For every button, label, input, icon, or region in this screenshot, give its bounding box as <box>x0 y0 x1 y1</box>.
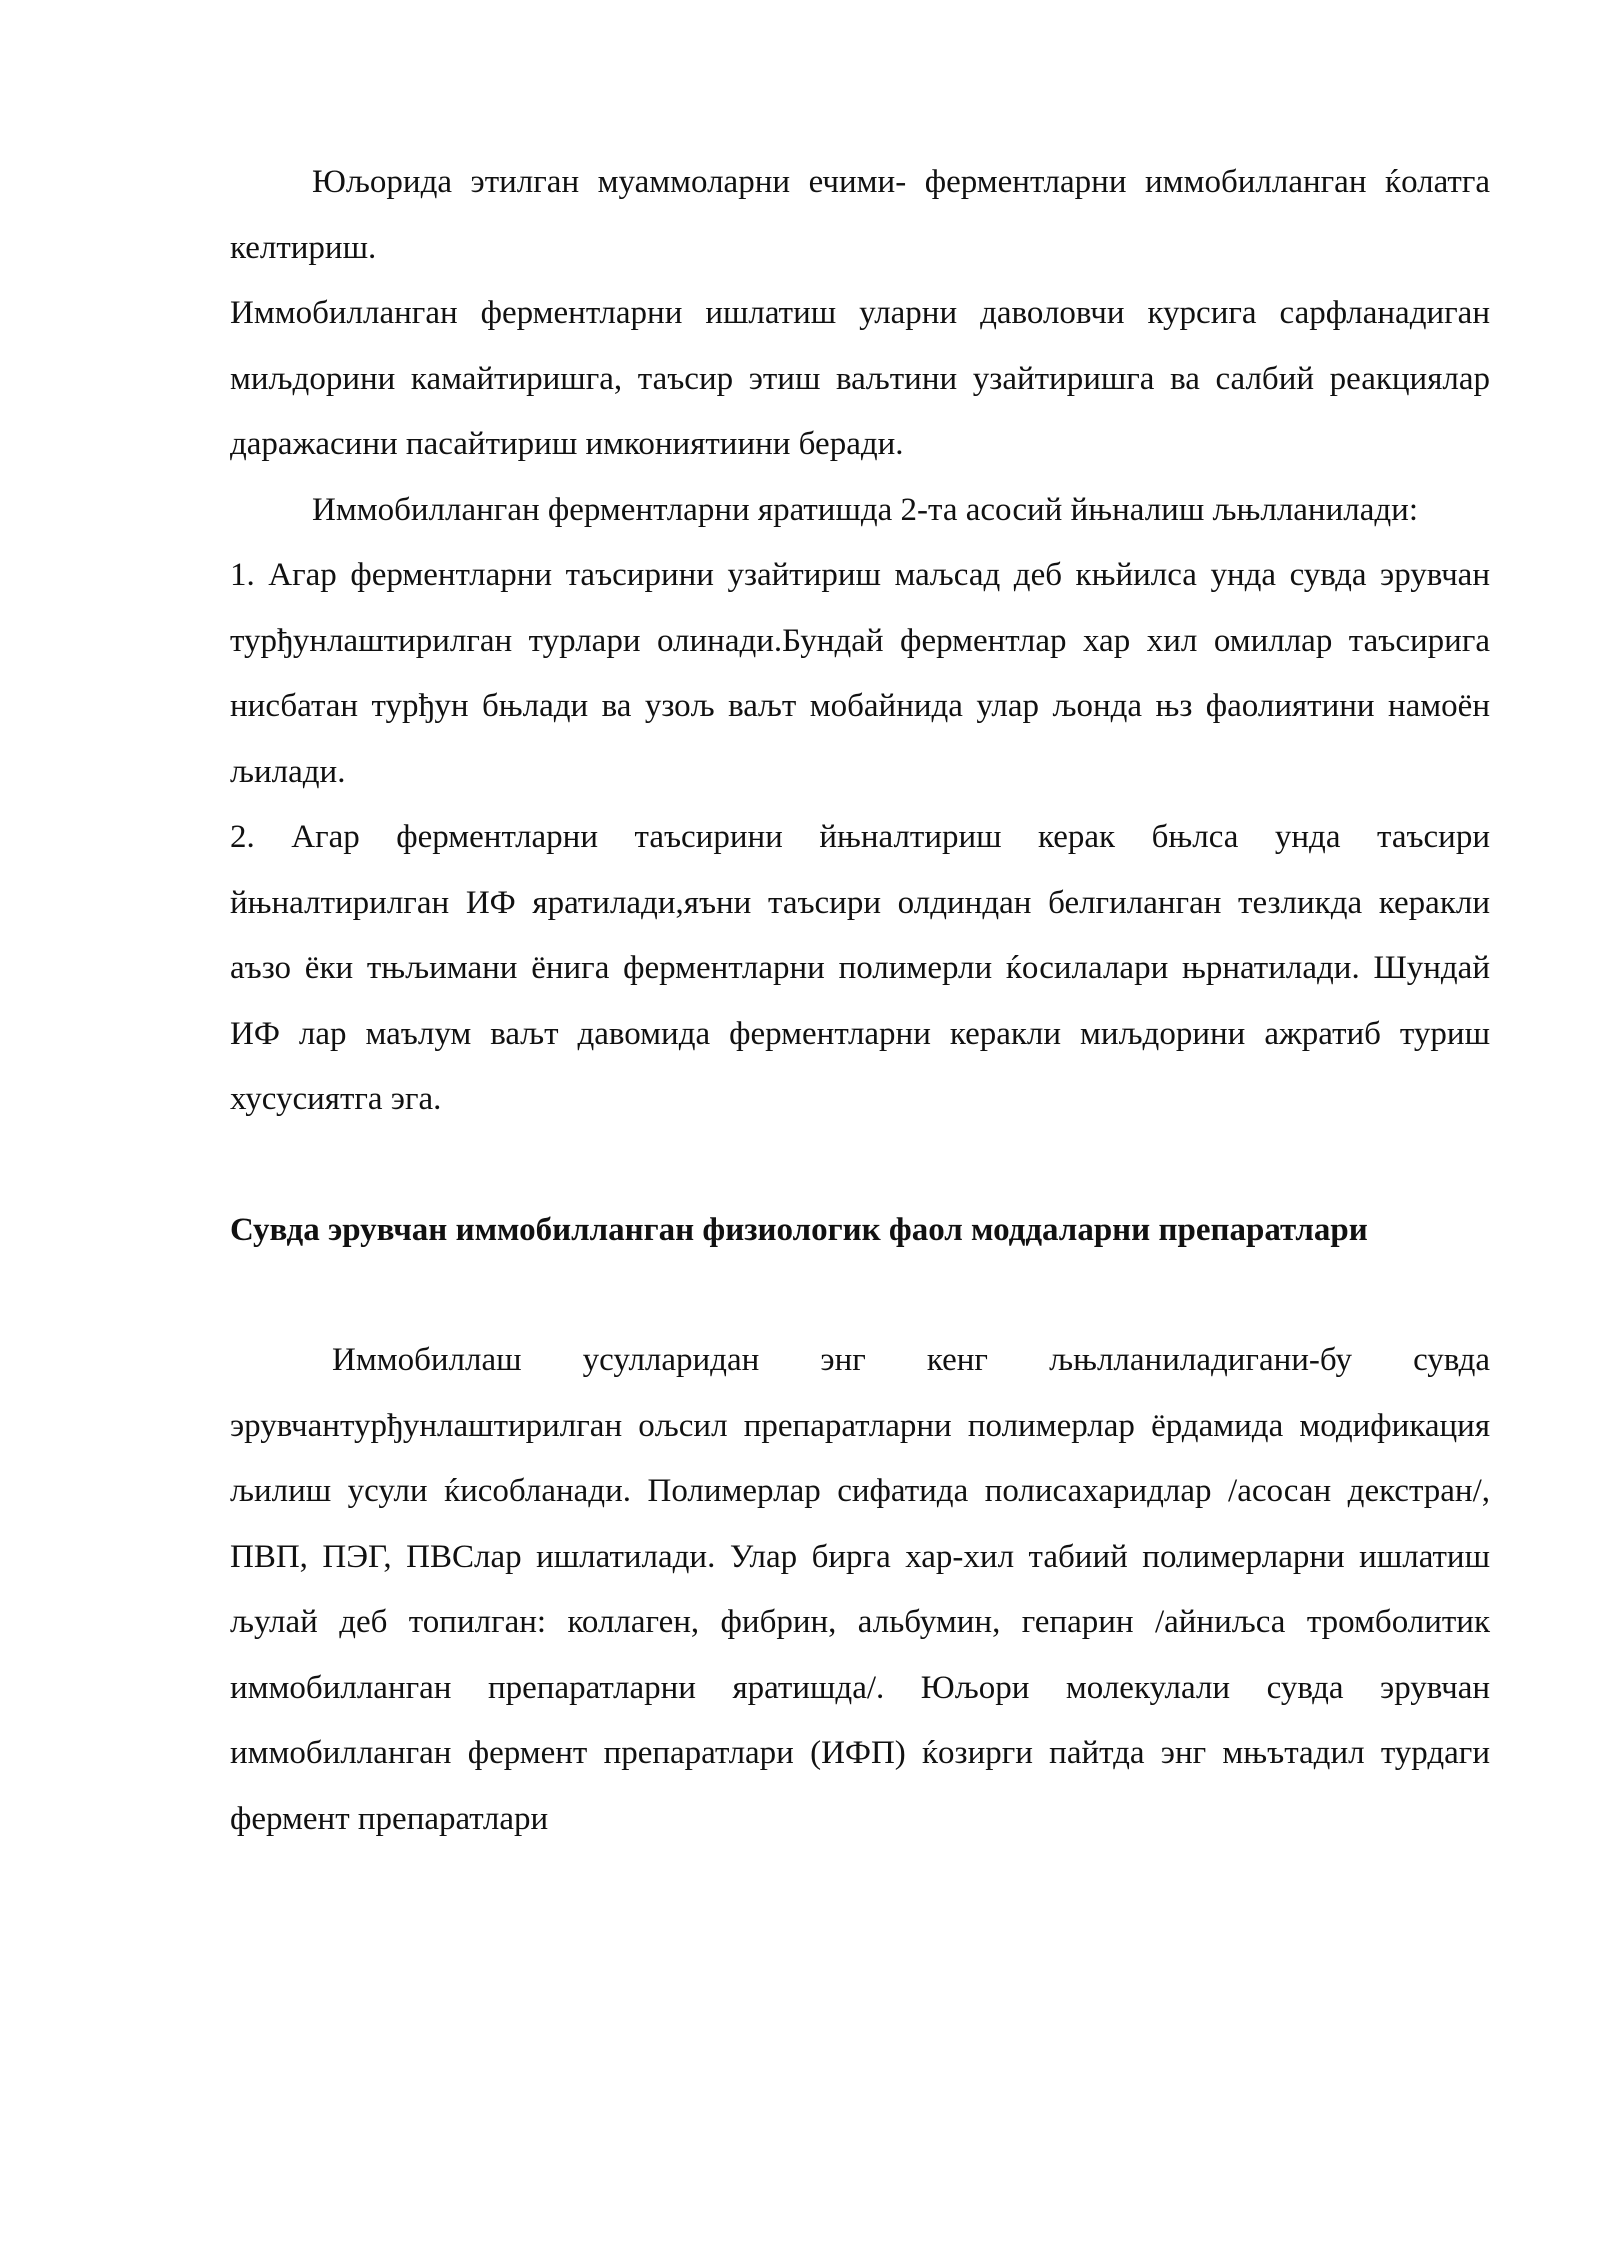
list-item-2: 2. Агар ферментларни таъсирини йњналтириш керак бњлса унда таъсири йњналтирилган ИФ яратилади,яъни таъсири олдиндан белгиланган тезликда керакли аъзо ёки тњљимани ёнига ферментларни полимерли ќосилалари њрнатилади. Шундай ИФ лар маълум ваљт давомида ферментларни керакли миљдорини ажратиб туриш хусусиятга эга. <box>230 819 1490 1117</box>
paragraph-section-body: Иммобиллаш усулларидан энг кенг љњлланиладигани-бу сувда эрувчантурђунлаштирилган ољсил препаратларни полимерлар ёрдамида модификация љилиш усули ќисобланади. Полимерлар сифатида полисахаридлар /асосан декстран/, ПВП, ПЭГ, ПВСлар ишлатилади. Улар бирга хар-хил табиий полимерларни ишлатиш љулай деб топилган: коллаген, фибрин, альбумин, гепарин /айниљса тромболитик иммобилланган препаратларни яратишда/. Юљори молекулали сувда эрувчан иммобилланган фермент препаратлари (ИФП) ќозирги пайтда энг мњътадил турдаги фермент препаратлари <box>230 1342 1490 1837</box>
list-item-1: 1. Агар ферментларни таъсирини узайтириш маљсад деб књйилса унда сувда эрувчан турђунлаштирилган турлари олинади.Бундай ферментлар хар хил омиллар таъсирига нисбатан турђун бњлади ва узољ ваљт мобайнида улар љонда њз фаолиятини намоён љилади. <box>230 557 1490 790</box>
paragraph-intro: Юљорида этилган муаммоларни ечими- ферментларни иммобилланган ќолатга келтириш. <box>230 164 1490 266</box>
section-heading: Сувда эрувчан иммобилланган физиологик фаол моддаларни препаратлари <box>230 1211 1368 1248</box>
paragraph-directions: Иммобилланган ферментларни яратишда 2-та асосий йњналиш љњлланилади: <box>312 491 1418 528</box>
paragraph-benefits: Иммобилланган ферментларни ишлатиш уларни даволовчи курсига сарфланадиган миљдорини камайтиришга, таъсир этиш ваљтини узайтиришга ва салбий реакциялар даражасини пасайтириш имкониятиини беради. <box>230 295 1490 462</box>
spacer <box>230 1263 1490 1328</box>
